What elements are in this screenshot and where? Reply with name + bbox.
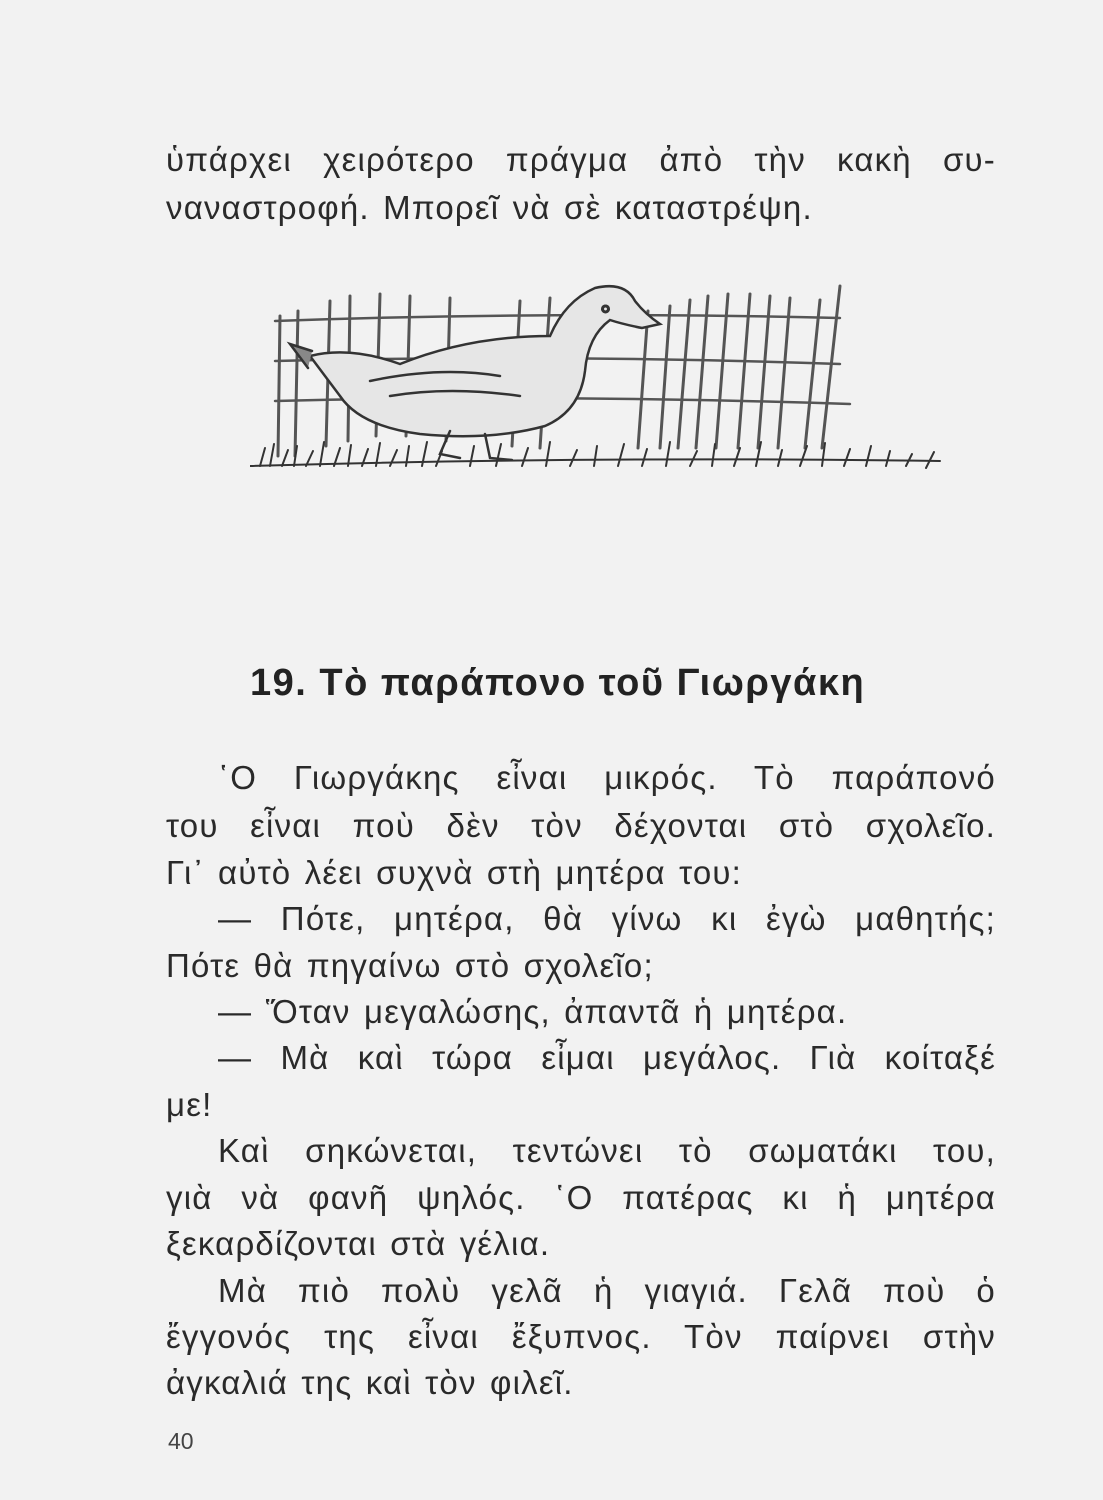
page-number: 40 <box>168 1428 194 1454</box>
text-line: ἔγγονός της εἶναι ἔξυπνος. Τὸν παίρνει στὴν <box>166 1318 996 1355</box>
text-line: Μὰ πιὸ πολὺ γελᾶ ἡ γιαγιά. Γελᾶ ποὺ ὁ <box>218 1272 996 1309</box>
text-line: ῾Ο Γιωργάκης εἶναι μικρός. Τὸ παράπονό <box>218 759 996 796</box>
text-line: γιὰ νὰ φανῆ ψηλός. ῾Ο πατέρας κι ἡ μητέρα <box>166 1179 996 1216</box>
text-line: Γι᾿ αὐτὸ λέει συχνὰ στὴ μητέρα του: <box>166 854 743 891</box>
text-line: ξεκαρδίζονται στὰ γέλια. <box>166 1225 551 1262</box>
text-line: Καὶ σηκώνεται, τεντώνει τὸ σωματάκι του, <box>218 1132 996 1169</box>
text-line: — Ὅταν μεγαλώσης, ἀπαντᾶ ἡ μητέρα. <box>218 993 848 1030</box>
text-line: ναναστροφή. Μπορεῖ νὰ σὲ καταστρέψη. <box>166 189 813 226</box>
chapter-title: 19. Τὸ παράπονο τοῦ Γιωργάκη <box>250 662 866 704</box>
text-line: του εἶναι ποὺ δὲν τὸν δέχονται στὸ σχολεῖο. <box>166 807 996 844</box>
text-line: — Μὰ καὶ τώρα εἶμαι μεγάλος. Γιὰ κοίταξέ <box>218 1039 996 1076</box>
text-line: ἀγκαλιά της καὶ τὸν φιλεῖ. <box>166 1364 574 1401</box>
text-line: ὑπάρχει χειρότερο πράγμα ἀπὸ τὴν κακὴ συ- <box>166 141 996 178</box>
text-line: με! <box>166 1086 213 1123</box>
text-line: — Πότε, μητέρα, θὰ γίνω κι ἐγὼ μαθητής; <box>218 900 996 937</box>
duck-illustration <box>250 276 950 476</box>
text-line: Πότε θὰ πηγαίνω στὸ σχολεῖο; <box>166 947 654 984</box>
